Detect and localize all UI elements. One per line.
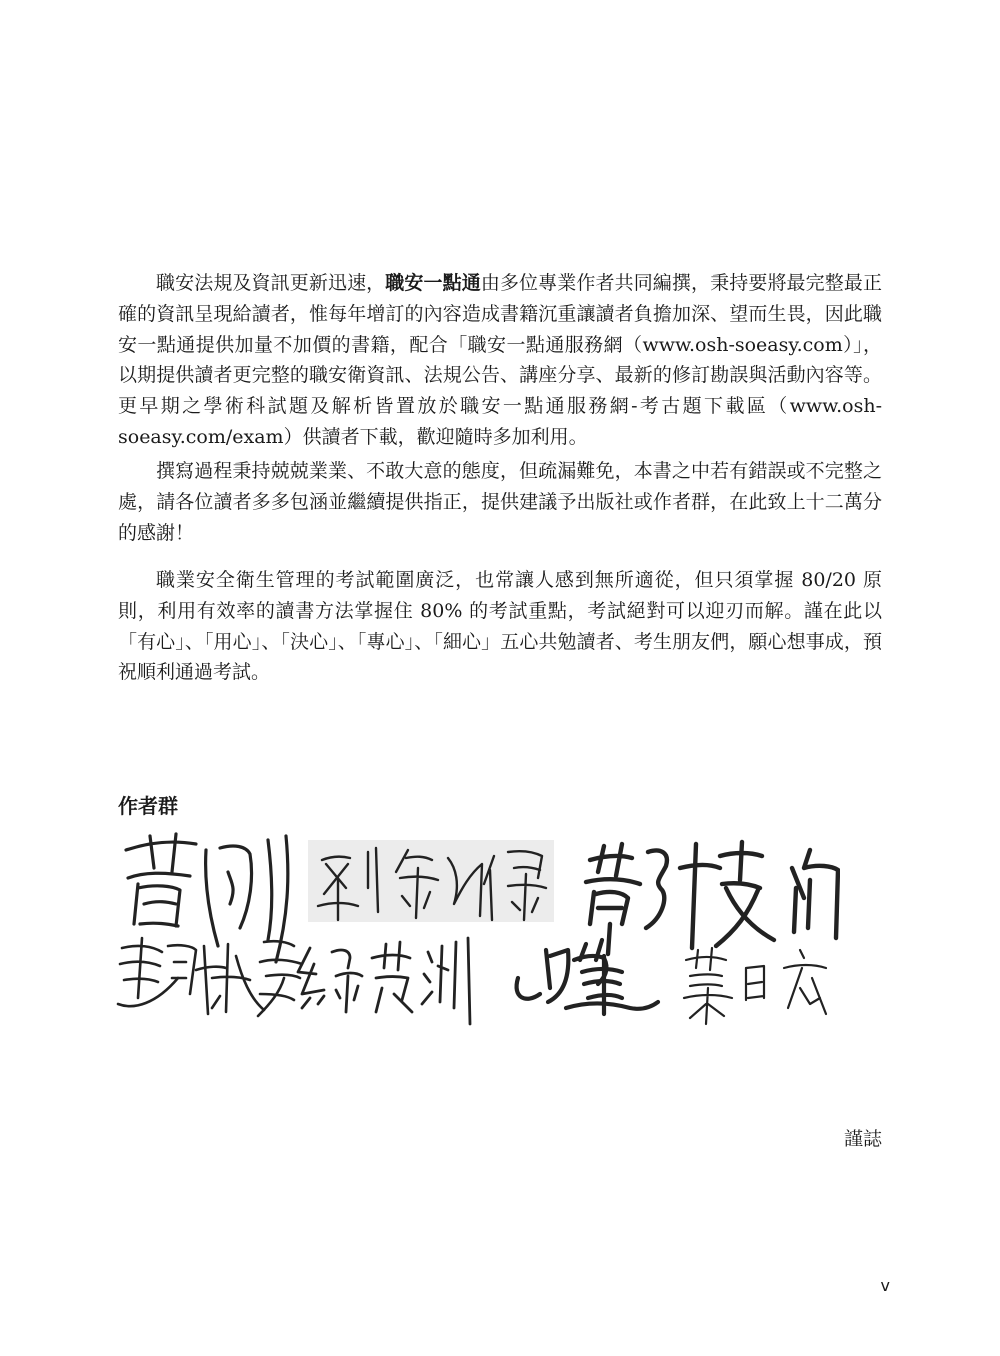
signature-5 xyxy=(298,938,470,1024)
intro-text: 職安法規及資訊更新迅速， xyxy=(156,272,386,294)
signature-3 xyxy=(586,842,838,954)
preface-paragraph-2: 撰寫過程秉持兢兢業業、不敢大意的態度，但疏漏難免，本書之中若有錯誤或不完整之處，請各位讀者多多包涵並繼續提供指正，提供建議予出版社或作者群，在此致上十二萬分的感謝！ xyxy=(118,460,882,544)
page-number: v xyxy=(880,1276,890,1295)
signature-2 xyxy=(308,840,554,922)
author-signatures xyxy=(110,828,840,1028)
authors-heading: 作者群 xyxy=(118,794,178,818)
preface-paragraph-1 xyxy=(118,268,882,453)
signature-4 xyxy=(118,938,302,1016)
preface-paragraph-3: 職業安全衛生管理的考試範圍廣泛，也常讓人感到無所適從，但只須掌握 80/20 原則，利用有效率的讀書方法掌握住 80% 的考試重點，考試絕對可以迎刃而解。謹在此以「有心」、「用心」、「決心」、「專心」、「細心」五心共勉讀者、考生朋友們，願心想事成，預祝順利通過考試。 xyxy=(118,569,882,684)
paragraph-1-body: 由多位專業作者共同編撰，秉持要將最完整最正確的資訊呈現給讀者，惟每年增訂的內容造成書籍沉重讓讀者負擔加深、望而生畏，因此職安一點通提供加量不加價的書籍，配合「職安一點通服務網（www.osh-soeasy.com）」，以期提供讀者更完整的職安衛資訊、法規公告、講座分享、最新的修訂勘誤與活動內容等。更早期之學術科試題及解析皆置放於職安一點通服務網-考古題下載區（www.osh-soeasy.com/exam）供讀者下載，歡迎隨時多加利用。 xyxy=(118,272,882,448)
signature-6 xyxy=(517,940,658,1014)
sign-off: 謹誌 xyxy=(843,1128,882,1150)
signature-7 xyxy=(684,948,826,1024)
brand-name: 職安一點通 xyxy=(385,272,481,294)
